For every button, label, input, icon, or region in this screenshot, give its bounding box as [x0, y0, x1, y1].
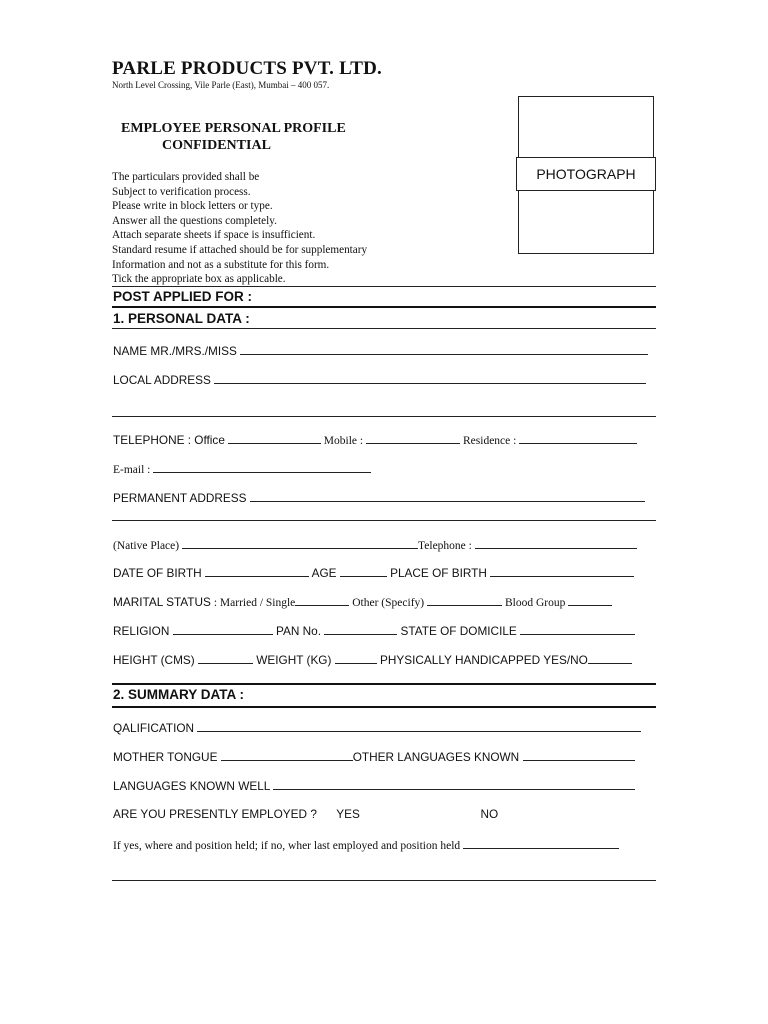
- religion-row: [113, 623, 635, 638]
- handicapped-label: PHYSICALLY HANDICAPPED YES/NO: [379, 653, 588, 667]
- summary-data-heading: 2. SUMMARY DATA :: [113, 687, 244, 702]
- native-telephone-field[interactable]: [475, 537, 637, 549]
- company-address: North Level Crossing, Vile Parle (East), Mumbai – 400 057.: [112, 80, 330, 90]
- permanent-address-line-2[interactable]: [112, 520, 656, 521]
- divider: [112, 306, 656, 308]
- instruction-line: Attach separate sheets if space is insufficient.: [112, 229, 316, 242]
- photograph-label: PHOTOGRAPH: [516, 157, 656, 191]
- religion-field[interactable]: [173, 623, 273, 635]
- native-place-field[interactable]: [182, 537, 418, 549]
- birth-row: [113, 565, 634, 580]
- other-languages-label: OTHER LANGUAGES KNOWN: [352, 750, 520, 764]
- local-address-field[interactable]: [214, 372, 646, 384]
- qualification-row: [113, 720, 641, 735]
- instruction-line: Information and not as a substitute for this form.: [112, 258, 330, 271]
- weight-field[interactable]: [335, 652, 377, 664]
- qualification-field[interactable]: [197, 720, 641, 732]
- languages-well-row: [113, 778, 635, 793]
- residence-label: Residence :: [463, 435, 517, 447]
- other-specify-label: Other (Specify): [352, 597, 425, 609]
- office-phone-field[interactable]: [228, 432, 321, 444]
- dob-field[interactable]: [205, 565, 309, 577]
- name-field[interactable]: [240, 343, 648, 355]
- language-row: [113, 749, 635, 764]
- languages-well-field[interactable]: [273, 778, 635, 790]
- employment-detail-line-2[interactable]: [112, 880, 656, 881]
- weight-label: WEIGHT (KG): [256, 653, 332, 667]
- employment-row: [113, 807, 498, 821]
- other-specify-field[interactable]: [427, 594, 502, 606]
- native-place-row: [113, 537, 637, 553]
- employment-detail-label: If yes, where and position held; if no, wher last employed and position held: [113, 840, 461, 852]
- instructions-block: [112, 170, 367, 287]
- post-applied-label: POST APPLIED FOR :: [113, 289, 253, 304]
- other-languages-field[interactable]: [523, 749, 635, 761]
- permanent-address-field[interactable]: [250, 490, 645, 502]
- yes-option[interactable]: YES: [336, 807, 360, 821]
- mobile-field[interactable]: [366, 432, 460, 444]
- email-row: [113, 461, 371, 477]
- marital-status-label: MARITAL STATUS: [113, 595, 211, 609]
- divider: [112, 706, 656, 708]
- name-row: [113, 343, 648, 358]
- dob-label: DATE OF BIRTH: [113, 566, 202, 580]
- marital-options[interactable]: : Married / Single: [213, 597, 296, 609]
- blood-group-label: Blood Group: [505, 597, 566, 609]
- local-address-label: LOCAL ADDRESS: [113, 373, 211, 387]
- company-name: PARLE PRODUCTS PVT. LTD.: [112, 58, 382, 79]
- local-address-line-2[interactable]: [112, 416, 656, 417]
- instruction-line: Subject to verification process.: [112, 185, 251, 198]
- residence-phone-field[interactable]: [519, 432, 637, 444]
- height-label: HEIGHT (CMS): [113, 653, 195, 667]
- email-label: E-mail :: [113, 464, 151, 476]
- divider: [112, 286, 656, 287]
- pan-label: PAN No.: [275, 624, 321, 638]
- name-label: NAME MR./MRS./MISS: [113, 344, 237, 358]
- mobile-label: Mobile :: [323, 435, 364, 447]
- employment-detail-field[interactable]: [463, 837, 619, 849]
- email-field[interactable]: [153, 461, 371, 473]
- place-of-birth-field[interactable]: [490, 565, 634, 577]
- instruction-line: Please write in block letters or type.: [112, 200, 273, 213]
- personal-data-heading: 1. PERSONAL DATA :: [113, 311, 250, 326]
- local-address-row: [113, 372, 646, 387]
- marital-status-field[interactable]: [295, 594, 349, 606]
- pan-field[interactable]: [324, 623, 397, 635]
- handicapped-field[interactable]: [588, 652, 632, 664]
- instruction-line: Answer all the questions completely.: [112, 214, 277, 227]
- mother-tongue-label: MOTHER TONGUE: [113, 750, 218, 764]
- telephone-row: [113, 432, 637, 448]
- height-field[interactable]: [198, 652, 253, 664]
- divider: [112, 683, 656, 685]
- mother-tongue-field[interactable]: [221, 749, 353, 761]
- domicile-label: STATE OF DOMICILE: [400, 624, 517, 638]
- permanent-address-label: PERMANENT ADDRESS: [113, 491, 247, 505]
- physical-row: [113, 652, 632, 667]
- age-field[interactable]: [340, 565, 387, 577]
- age-label: AGE: [311, 566, 337, 580]
- employed-question-label: ARE YOU PRESENTLY EMPLOYED ?: [113, 807, 317, 821]
- divider: [112, 328, 656, 329]
- instruction-line: The particulars provided shall be: [112, 171, 260, 183]
- form-title: EMPLOYEE PERSONAL PROFILE: [121, 121, 346, 136]
- employment-detail-row: [113, 837, 619, 853]
- place-of-birth-label: PLACE OF BIRTH: [390, 566, 487, 580]
- blood-group-field[interactable]: [568, 594, 612, 606]
- native-place-label: (Native Place): [113, 540, 180, 552]
- permanent-address-row: [113, 490, 645, 505]
- no-option[interactable]: NO: [480, 807, 499, 821]
- domicile-field[interactable]: [520, 623, 635, 635]
- instruction-line: Tick the appropriate box as applicable.: [112, 273, 286, 286]
- marital-row: [113, 594, 612, 610]
- instruction-line: Standard resume if attached should be for supplementary: [112, 243, 368, 256]
- qualification-label: QALIFICATION: [113, 721, 195, 735]
- classification-label: CONFIDENTIAL: [162, 138, 271, 153]
- native-telephone-label: Telephone :: [418, 540, 472, 552]
- religion-label: RELIGION: [113, 624, 170, 638]
- telephone-label: TELEPHONE : Office: [113, 433, 225, 447]
- languages-well-label: LANGUAGES KNOWN WELL: [113, 779, 270, 793]
